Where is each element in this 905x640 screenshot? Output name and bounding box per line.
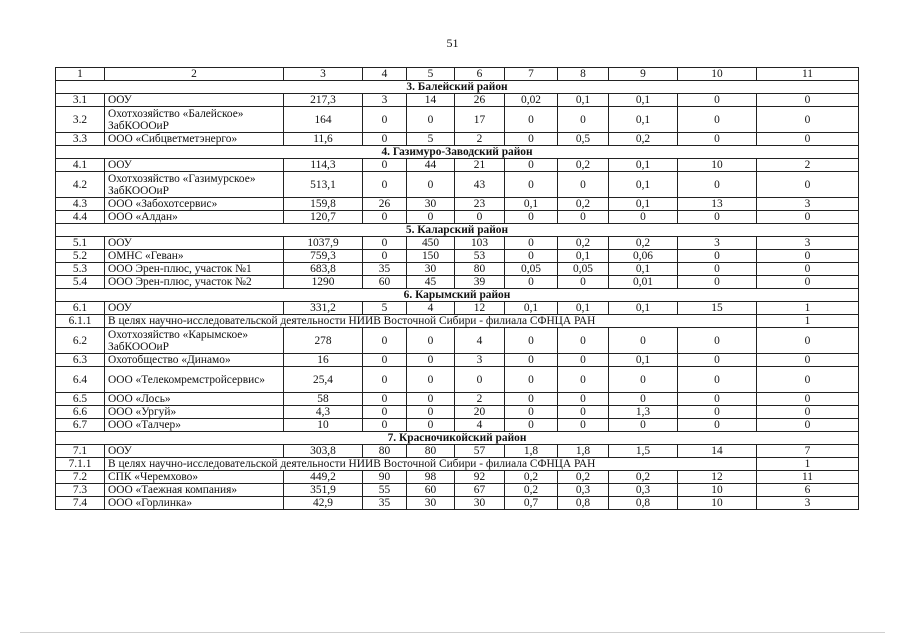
value-cell: 0,1 — [609, 263, 678, 276]
organization-name: ООО «Алдан» — [105, 211, 284, 224]
value-cell: 0,3 — [609, 484, 678, 497]
value-cell: 0 — [757, 250, 859, 263]
row-number: 4.1 — [56, 159, 105, 172]
row-number: 4.3 — [56, 198, 105, 211]
value-cell: 7 — [757, 445, 859, 458]
table-row — [56, 484, 859, 497]
value-cell: 0 — [363, 393, 407, 406]
section-header-row — [56, 146, 859, 159]
value-cell: 0 — [609, 328, 678, 354]
column-header: 5 — [407, 68, 455, 81]
value-cell: 26 — [363, 198, 407, 211]
value-cell: 0 — [757, 367, 859, 393]
table-body — [56, 68, 859, 510]
value-cell: 1037,9 — [284, 237, 363, 250]
value-cell: 0 — [678, 328, 757, 354]
section-title: 3. Балейский район — [56, 81, 859, 94]
value-cell: 0 — [363, 237, 407, 250]
value-cell: 30 — [407, 497, 455, 510]
section-title: 7. Красночикойский район — [56, 432, 859, 445]
value-cell: 0 — [558, 328, 609, 354]
organization-name: ООО «Сибцветметэнерго» — [105, 133, 284, 146]
value-cell: 60 — [363, 276, 407, 289]
value-cell: 331,2 — [284, 302, 363, 315]
section-header-row — [56, 224, 859, 237]
row-number: 5.4 — [56, 276, 105, 289]
table-row — [56, 445, 859, 458]
value-cell: 0 — [505, 133, 558, 146]
value-cell: 0 — [678, 107, 757, 133]
value-cell: 4 — [455, 419, 505, 432]
row-number: 3.2 — [56, 107, 105, 133]
value-cell: 0 — [505, 250, 558, 263]
data-table — [55, 67, 859, 510]
value-cell: 0 — [505, 211, 558, 224]
value-cell: 278 — [284, 328, 363, 354]
value-cell: 35 — [363, 263, 407, 276]
value-cell: 0 — [678, 367, 757, 393]
value-cell: 0 — [407, 107, 455, 133]
value-cell: 0,06 — [609, 250, 678, 263]
value-cell: 0 — [363, 159, 407, 172]
table-row — [56, 276, 859, 289]
value-cell: 2 — [757, 159, 859, 172]
table-row — [56, 198, 859, 211]
value-cell: 0,1 — [609, 302, 678, 315]
value-cell: 0 — [407, 328, 455, 354]
value-cell: 0,2 — [609, 237, 678, 250]
value-cell: 35 — [363, 497, 407, 510]
value-cell: 14 — [407, 94, 455, 107]
value-cell: 30 — [455, 497, 505, 510]
table-row — [56, 302, 859, 315]
organization-name: ООО «Лось» — [105, 393, 284, 406]
value-cell: 303,8 — [284, 445, 363, 458]
value-cell: 0 — [609, 367, 678, 393]
value-cell: 0,2 — [609, 471, 678, 484]
value-cell: 39 — [455, 276, 505, 289]
value-cell: 0,2 — [558, 471, 609, 484]
value-cell: 0 — [363, 328, 407, 354]
row-number: 5.3 — [56, 263, 105, 276]
value-cell: 13 — [678, 198, 757, 211]
organization-name: ООУ — [105, 302, 284, 315]
value-cell: 0,5 — [558, 133, 609, 146]
value-cell: 0 — [558, 406, 609, 419]
value-cell: 0 — [505, 393, 558, 406]
value-cell: 0,02 — [505, 94, 558, 107]
row-number: 7.3 — [56, 484, 105, 497]
value-cell: 0,1 — [558, 250, 609, 263]
value-cell: 3 — [678, 237, 757, 250]
value-cell: 0 — [678, 172, 757, 198]
row-number: 5.1 — [56, 237, 105, 250]
row-number: 3.3 — [56, 133, 105, 146]
value-cell: 67 — [455, 484, 505, 497]
value-cell: 0,1 — [558, 302, 609, 315]
table-row — [56, 159, 859, 172]
value-cell: 1,8 — [558, 445, 609, 458]
value-cell: 0 — [505, 406, 558, 419]
row-number: 6.5 — [56, 393, 105, 406]
value-cell: 0,1 — [609, 198, 678, 211]
value-cell: 0 — [757, 263, 859, 276]
value-cell: 103 — [455, 237, 505, 250]
value-cell: 0,1 — [609, 107, 678, 133]
value-cell: 0 — [678, 276, 757, 289]
value-cell: 0 — [678, 211, 757, 224]
organization-name: ООУ — [105, 94, 284, 107]
value-cell: 0 — [678, 250, 757, 263]
value-cell: 0 — [363, 172, 407, 198]
value-cell: 16 — [284, 354, 363, 367]
value-cell: 80 — [455, 263, 505, 276]
value-cell: 164 — [284, 107, 363, 133]
column-header: 3 — [284, 68, 363, 81]
value-cell: 0 — [757, 354, 859, 367]
value-cell: 449,2 — [284, 471, 363, 484]
value-cell: 0 — [505, 367, 558, 393]
value-cell: 0 — [505, 107, 558, 133]
organization-name: Охотхозяйство «Карымское» ЗабКОООиР — [105, 328, 284, 354]
value-cell: 0,2 — [558, 237, 609, 250]
row-number: 5.2 — [56, 250, 105, 263]
value-cell: 43 — [455, 172, 505, 198]
organization-name: ООУ — [105, 159, 284, 172]
value-cell: 0,2 — [505, 484, 558, 497]
value-cell: 2 — [455, 133, 505, 146]
value-cell: 25,4 — [284, 367, 363, 393]
organization-name: ООУ — [105, 445, 284, 458]
table-row — [56, 406, 859, 419]
table-row — [56, 172, 859, 198]
value-cell: 0,2 — [558, 159, 609, 172]
value-cell: 1 — [757, 458, 859, 471]
value-cell: 0 — [558, 354, 609, 367]
value-cell: 1,3 — [609, 406, 678, 419]
value-cell: 0,05 — [505, 263, 558, 276]
value-cell: 10 — [678, 497, 757, 510]
value-cell: 0 — [757, 94, 859, 107]
value-cell: 114,3 — [284, 159, 363, 172]
row-number: 6.7 — [56, 419, 105, 432]
value-cell: 2 — [455, 393, 505, 406]
value-cell: 12 — [678, 471, 757, 484]
value-cell: 0,1 — [609, 172, 678, 198]
value-cell: 1,8 — [505, 445, 558, 458]
table-row — [56, 354, 859, 367]
value-cell: 0 — [505, 276, 558, 289]
column-header: 8 — [558, 68, 609, 81]
value-cell: 0 — [407, 354, 455, 367]
table-row — [56, 237, 859, 250]
table-row — [56, 328, 859, 354]
table-row — [56, 211, 859, 224]
row-number: 4.4 — [56, 211, 105, 224]
page-number: 51 — [446, 36, 459, 50]
organization-name: Охотхозяйство «Газимурское» ЗабКОООиР — [105, 172, 284, 198]
value-cell: 80 — [363, 445, 407, 458]
organization-name: ООУ — [105, 237, 284, 250]
value-cell: 0,2 — [609, 133, 678, 146]
section-title: 6. Карымский район — [56, 289, 859, 302]
value-cell: 0 — [757, 328, 859, 354]
organization-name: ООО «Ургуй» — [105, 406, 284, 419]
value-cell: 0,1 — [609, 354, 678, 367]
organization-name: ООО «Горлинка» — [105, 497, 284, 510]
organization-name: ООО Эрен-плюс, участок №2 — [105, 276, 284, 289]
row-number: 3.1 — [56, 94, 105, 107]
value-cell: 15 — [678, 302, 757, 315]
merged-note-cell: В целях научно-исследовательской деятельности НИИВ Восточной Сибири - филиала СФНЦА РАН — [105, 315, 757, 328]
value-cell: 0 — [363, 406, 407, 419]
value-cell: 57 — [455, 445, 505, 458]
value-cell: 0,8 — [609, 497, 678, 510]
value-cell: 0 — [363, 354, 407, 367]
section-header-row — [56, 289, 859, 302]
value-cell: 0,1 — [609, 94, 678, 107]
value-cell: 0 — [558, 419, 609, 432]
value-cell: 90 — [363, 471, 407, 484]
value-cell: 0 — [505, 328, 558, 354]
value-cell: 0 — [505, 159, 558, 172]
organization-name: ООО «Талчер» — [105, 419, 284, 432]
value-cell: 0,1 — [558, 94, 609, 107]
section-header-row — [56, 81, 859, 94]
value-cell: 0 — [678, 354, 757, 367]
value-cell: 759,3 — [284, 250, 363, 263]
value-cell: 0,7 — [505, 497, 558, 510]
value-cell: 0 — [757, 276, 859, 289]
value-cell: 1,5 — [609, 445, 678, 458]
value-cell: 0,1 — [609, 159, 678, 172]
value-cell: 1290 — [284, 276, 363, 289]
value-cell: 4 — [407, 302, 455, 315]
value-cell: 6 — [757, 484, 859, 497]
value-cell: 42,9 — [284, 497, 363, 510]
value-cell: 45 — [407, 276, 455, 289]
value-cell: 217,3 — [284, 94, 363, 107]
value-cell: 0,3 — [558, 484, 609, 497]
value-cell: 159,8 — [284, 198, 363, 211]
value-cell: 0 — [407, 367, 455, 393]
value-cell: 0 — [363, 419, 407, 432]
value-cell: 0 — [757, 107, 859, 133]
value-cell: 0 — [757, 393, 859, 406]
table-row — [56, 250, 859, 263]
value-cell: 0 — [757, 406, 859, 419]
value-cell: 0 — [558, 107, 609, 133]
organization-name: СПК «Черемхово» — [105, 471, 284, 484]
value-cell: 0 — [558, 211, 609, 224]
organization-name: Охотобщество «Динамо» — [105, 354, 284, 367]
row-number: 6.1 — [56, 302, 105, 315]
row-number: 7.2 — [56, 471, 105, 484]
value-cell: 0 — [363, 250, 407, 263]
value-cell: 11,6 — [284, 133, 363, 146]
value-cell: 0 — [505, 237, 558, 250]
value-cell: 11 — [757, 471, 859, 484]
value-cell: 0 — [558, 367, 609, 393]
value-cell: 0 — [678, 94, 757, 107]
value-cell: 3 — [757, 198, 859, 211]
section-header-row — [56, 432, 859, 445]
row-number: 7.4 — [56, 497, 105, 510]
value-cell: 0 — [363, 367, 407, 393]
value-cell: 0 — [558, 393, 609, 406]
column-header: 4 — [363, 68, 407, 81]
value-cell: 23 — [455, 198, 505, 211]
value-cell: 1 — [757, 315, 859, 328]
value-cell: 150 — [407, 250, 455, 263]
value-cell: 0,01 — [609, 276, 678, 289]
column-header: 6 — [455, 68, 505, 81]
table-row — [56, 393, 859, 406]
table-row — [56, 315, 859, 328]
organization-name: ООО «Забохотсервис» — [105, 198, 284, 211]
value-cell: 60 — [407, 484, 455, 497]
value-cell: 0 — [505, 172, 558, 198]
value-cell: 0,2 — [558, 198, 609, 211]
row-number: 7.1.1 — [56, 458, 105, 471]
table-row — [56, 458, 859, 471]
row-number: 6.1.1 — [56, 315, 105, 328]
value-cell: 0 — [407, 172, 455, 198]
value-cell: 53 — [455, 250, 505, 263]
value-cell: 351,9 — [284, 484, 363, 497]
value-cell: 0 — [609, 419, 678, 432]
column-header: 11 — [757, 68, 859, 81]
value-cell: 0 — [678, 393, 757, 406]
value-cell: 0 — [558, 276, 609, 289]
value-cell: 92 — [455, 471, 505, 484]
value-cell: 55 — [363, 484, 407, 497]
value-cell: 44 — [407, 159, 455, 172]
row-number: 6.2 — [56, 328, 105, 354]
value-cell: 0 — [407, 419, 455, 432]
organization-name: ООО «Таежная компания» — [105, 484, 284, 497]
value-cell: 0 — [505, 419, 558, 432]
value-cell: 10 — [678, 159, 757, 172]
value-cell: 10 — [678, 484, 757, 497]
column-header: 1 — [56, 68, 105, 81]
organization-name: ООО Эрен-плюс, участок №1 — [105, 263, 284, 276]
value-cell: 3 — [757, 497, 859, 510]
value-cell: 5 — [363, 302, 407, 315]
page-bottom-rule — [20, 632, 885, 633]
value-cell: 10 — [284, 419, 363, 432]
value-cell: 14 — [678, 445, 757, 458]
value-cell: 80 — [407, 445, 455, 458]
value-cell: 513,1 — [284, 172, 363, 198]
value-cell: 4 — [455, 328, 505, 354]
value-cell: 0,8 — [558, 497, 609, 510]
value-cell: 0 — [678, 419, 757, 432]
organization-name: ОМНС «Геван» — [105, 250, 284, 263]
row-number: 6.3 — [56, 354, 105, 367]
value-cell: 0 — [678, 263, 757, 276]
column-header: 7 — [505, 68, 558, 81]
value-cell: 0 — [407, 406, 455, 419]
value-cell: 0 — [609, 393, 678, 406]
value-cell: 0 — [678, 133, 757, 146]
value-cell: 12 — [455, 302, 505, 315]
value-cell: 0,1 — [505, 302, 558, 315]
value-cell: 120,7 — [284, 211, 363, 224]
value-cell: 0 — [757, 419, 859, 432]
value-cell: 0 — [407, 211, 455, 224]
table-row — [56, 367, 859, 393]
table-row — [56, 94, 859, 107]
value-cell: 3 — [757, 237, 859, 250]
value-cell: 0 — [678, 406, 757, 419]
table-row — [56, 471, 859, 484]
column-header: 10 — [678, 68, 757, 81]
row-number: 6.6 — [56, 406, 105, 419]
value-cell: 0 — [363, 211, 407, 224]
value-cell: 3 — [363, 94, 407, 107]
value-cell: 30 — [407, 198, 455, 211]
value-cell: 0 — [609, 211, 678, 224]
value-cell: 20 — [455, 406, 505, 419]
value-cell: 3 — [455, 354, 505, 367]
value-cell: 0 — [757, 172, 859, 198]
organization-name: Охотхозяйство «Балейское» ЗабКОООиР — [105, 107, 284, 133]
section-title: 4. Газимуро-Заводский район — [56, 146, 859, 159]
organization-name: ООО «Телекомремстройсервис» — [105, 367, 284, 393]
column-header: 9 — [609, 68, 678, 81]
row-number: 6.4 — [56, 367, 105, 393]
value-cell: 0 — [407, 393, 455, 406]
value-cell: 30 — [407, 263, 455, 276]
value-cell: 4,3 — [284, 406, 363, 419]
section-title: 5. Каларский район — [56, 224, 859, 237]
value-cell: 683,8 — [284, 263, 363, 276]
row-number: 7.1 — [56, 445, 105, 458]
value-cell: 21 — [455, 159, 505, 172]
value-cell: 0,1 — [505, 198, 558, 211]
value-cell: 0,05 — [558, 263, 609, 276]
table-row — [56, 419, 859, 432]
value-cell: 450 — [407, 237, 455, 250]
value-cell: 0 — [757, 211, 859, 224]
value-cell: 0 — [757, 133, 859, 146]
value-cell: 26 — [455, 94, 505, 107]
value-cell: 0 — [363, 107, 407, 133]
value-cell: 5 — [407, 133, 455, 146]
value-cell: 58 — [284, 393, 363, 406]
value-cell: 0,2 — [505, 471, 558, 484]
value-cell: 0 — [558, 172, 609, 198]
row-number: 4.2 — [56, 172, 105, 198]
value-cell: 0 — [505, 354, 558, 367]
table-row — [56, 133, 859, 146]
table-row — [56, 497, 859, 510]
table-row — [56, 263, 859, 276]
header-row — [56, 68, 859, 81]
value-cell: 0 — [455, 367, 505, 393]
value-cell: 0 — [363, 133, 407, 146]
value-cell: 17 — [455, 107, 505, 133]
column-header: 2 — [105, 68, 284, 81]
table-row — [56, 107, 859, 133]
value-cell: 1 — [757, 302, 859, 315]
value-cell: 0 — [455, 211, 505, 224]
merged-note-cell: В целях научно-исследовательской деятельности НИИВ Восточной Сибири - филиала СФНЦА РАН — [105, 458, 757, 471]
value-cell: 98 — [407, 471, 455, 484]
